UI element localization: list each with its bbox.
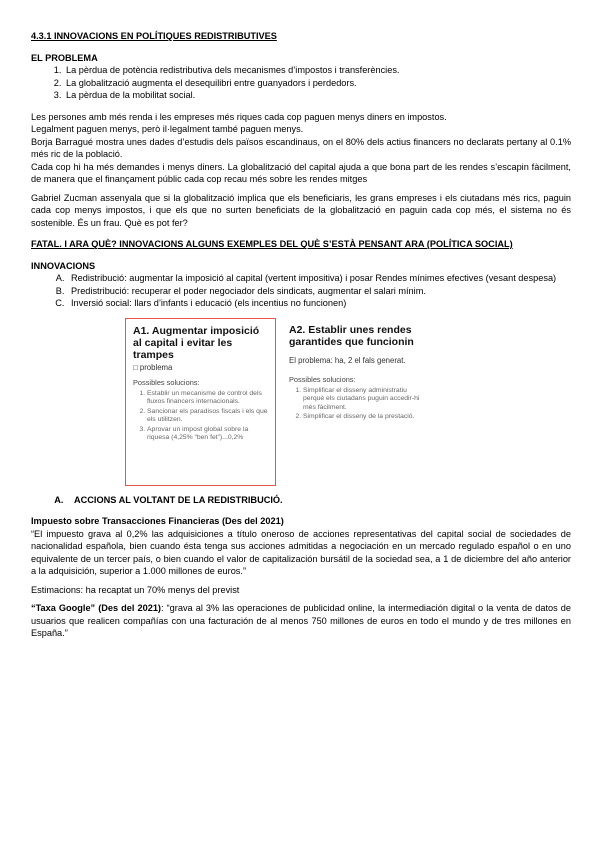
tax1-heading: Impuesto sobre Transacciones Financieras (Des del 2021) — [31, 516, 284, 527]
problem-item: 2. La globalització augmenta el desequilibri entre guanyadors i perdedors. — [64, 77, 571, 90]
estimate-text: Estimacions: ha recaptat un 70% menys del previst — [31, 584, 240, 595]
innovation-item: C. Inversió social: llars d’infants i educació (els incentius no funcionen) — [67, 297, 571, 310]
fatal-heading: FATAL. I ARA QUÈ? INNOVACIONS ALGUNS EXEMPLES DEL QUÈ S’ESTÀ PENSANT ARA (POLÍTICA SOCIAL) — [31, 239, 513, 250]
figure-card-a2 — [283, 318, 433, 468]
problem-item: 1. La pèrdua de potència redistributiva dels mecanismes d’impostos i transferències. — [64, 64, 571, 77]
tax2-paragraph — [31, 602, 571, 640]
paragraph-line: Legalment paguen menys, però il·legalment també paguen menys. — [31, 124, 304, 135]
card-solutions-label: Possibles solucions: — [133, 377, 200, 387]
card-solutions-label: Possibles solucions: — [289, 374, 356, 384]
actions-heading: A. ACCIONS AL VOLTANT DE LA REDISTRIBUCIÓ. — [66, 494, 571, 507]
embedded-figure — [125, 318, 571, 490]
card-solutions-list — [133, 390, 269, 443]
card-subtitle: □ problema — [133, 362, 173, 372]
card-solution-item: 2. Simplificar el disseny de la prestació. — [303, 413, 427, 421]
card-title: A1. Augmentar imposició al capital i evitar les trampes — [133, 324, 260, 361]
card-solution-item: 2. Sancionar els paradisos fiscals i els que els utilitzen. — [147, 408, 269, 425]
paragraph-zucman: Gabriel Zucman assenyala que si la globalització implica que els beneficiaris, les grans empreses i els ciutadans més rics, paguin cada cop menys impostos, i que els que no surten beneficiats de la globalització en paguin cada cop més, el sistema no és sostenible. És un frau. Què es pot fer? — [31, 192, 571, 228]
section-title: 4.3.1 INNOVACIONS EN POLÍTIQUES REDISTRIBUTIVES — [31, 31, 277, 41]
document-page — [31, 30, 571, 640]
tax2-label: “Taxa Google” (Des del 2021) — [31, 603, 161, 614]
paragraph-line: Borja Barragué mostra unes dades d’estudis dels països escandinaus, on el 80% dels actius financers no declarats pertany al 0.1% més ric de la població. — [31, 136, 571, 160]
innovations-list — [31, 272, 571, 310]
figure-card-a1 — [125, 318, 276, 486]
card-subtitle: El problema: ha, 2 el fals generat. — [289, 355, 406, 365]
card-solution-item: 1. Simplificar el disseny administratiu perquè els ciutadans puguin accedir-hi més fàcilment. — [303, 387, 427, 412]
actions-heading-list — [31, 494, 571, 507]
problem-heading: EL PROBLEMA — [31, 52, 98, 63]
paragraph-line: Les persones amb més renda i les empreses més riques cada cop paguen menys diners en impostos. — [31, 111, 447, 122]
card-solution-item: 1. Establir un mecanisme de control dels fluxos financers internacionals. — [147, 390, 269, 407]
problem-item: 3. La pèrdua de la mobilitat social. — [64, 89, 571, 102]
card-title: A2. Establir unes rendes garantides que funcionin — [289, 323, 414, 348]
innovations-heading: INNOVACIONS — [31, 260, 96, 271]
paragraph-taxes — [31, 111, 571, 186]
card-solution-item: 3. Aprovar un impost global sobre la riquesa (4,25% “ben fet”)...0,2% — [147, 426, 269, 443]
tax2-quote: : “grava al 3% las operaciones de publicidad online, la intermediación digital o la venta de datos de usuarios que realicen compañías con una facturación de al menos 750 millones de euros en todo el mundo y de tres millones en España.” — [31, 603, 571, 639]
innovation-item: B. Predistribució: recuperar el poder negociador dels sindicats, augmentar el salari mínim. — [67, 285, 571, 298]
tax1-quote: “El impuesto grava al 0,2% las adquisiciones a título oneroso de acciones representativas del capital social de sociedades de nacionalidad española, bien cuando ésta tenga sus acciones admitidas a negociación en un mercado regulado español o en uno equivalente de un tercer país, o bien cuando el valor de capitalización bursátil de la sociedad sea, a 1 de diciembre del año anterior a la adquisición, superior a 1.000 millones de euros.” — [31, 528, 571, 577]
innovation-item: A. Redistribució: augmentar la imposició al capital (vertent impositiva) i posar Rendes mínimes efectives (vesant despesa) — [67, 272, 571, 285]
problem-list — [31, 64, 571, 102]
paragraph-line: Cada cop hi ha més demandes i menys diners. La globalització del capital ajuda a que bona part de les rendes s’escapin fàcilment, de manera que el finançament públic cada cop recau més sobre les rendes mitges — [31, 161, 571, 185]
card-solutions-list — [289, 387, 427, 422]
